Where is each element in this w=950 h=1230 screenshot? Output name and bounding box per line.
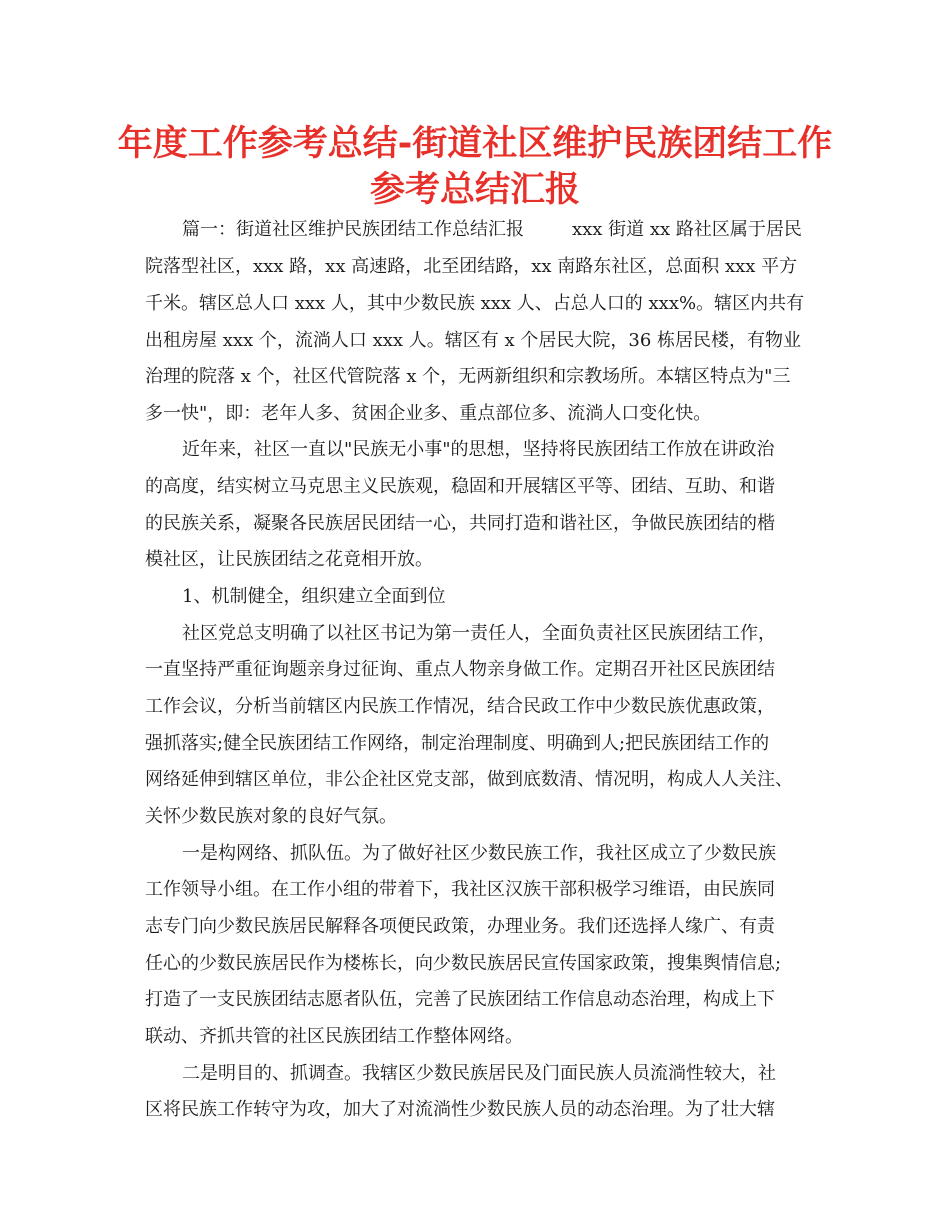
paragraph-6-line-1: 二是明目的、抓调查。我辖区少数民族居民及门面民族人员流淌性较大，社 [182, 1063, 776, 1084]
paragraph-2-line-3: 的民族关系，凝聚各民族居民团结一心，共同打造和谐社区，争做民族团结的楷 [145, 513, 775, 534]
document-title-line-1: 年度工作参考总结-街道社区维护民族团结工作 [117, 124, 833, 164]
paragraph-6-line-2: 区将民族工作转守为攻，加大了对流淌性少数民族人员的动态治理。为了壮大辖 [145, 1099, 775, 1120]
paragraph-1-line-5: 治理的院落 x 个，社区代管院落 x 个，无两新组织和宗教场所。本辖区特点为"三 [145, 366, 791, 387]
paragraph-5-line-2: 工作领导小组。在工作小组的带着下，我社区汉族干部积极学习维语，由民族同 [145, 879, 775, 900]
paragraph-2-line-1: 近年来，社区一直以"民族无小事"的思想，坚持将民族团结工作放在讲政治 [182, 439, 775, 460]
paragraph-1-line-3: 千米。辖区总人口 xxx 人，其中少数民族 xxx 人、占总人口的 xxx%。辖区内共有 [145, 293, 805, 314]
paragraph-5-line-5: 打造了一支民族团结志愿者队伍，完善了民族团结工作信息动态治理，构成上下 [145, 989, 775, 1010]
paragraph-1-line-2: 院落型社区，xxx 路，xx 高速路，北至团结路，xx 南路东社区，总面积 xxx 平方 [145, 256, 798, 277]
section-heading: 篇一：街道社区维护民族团结工作总结汇报 [182, 219, 524, 240]
paragraph-5-line-1: 一是构网络、抓队伍。为了做好社区少数民族工作，我社区成立了少数民族 [182, 843, 776, 864]
paragraph-2-line-4: 模社区，让民族团结之花竟相开放。 [145, 549, 433, 570]
paragraph-4-line-1: 社区党总支明确了以社区书记为第一责任人，全面负责社区民族团结工作， [182, 623, 776, 644]
paragraph-1-line-1 [182, 219, 802, 241]
paragraph-1-line-1-text: xxx 街道 xx 路社区属于居民 [572, 219, 802, 240]
paragraph-4-line-3: 工作会议，分析当前辖区内民族工作情况，结合民政工作中少数民族优惠政策， [145, 696, 775, 717]
subheading-1: 1、机制健全，组织建立全面到位 [182, 586, 446, 607]
paragraph-4-line-6: 关怀少数民族对象的良好气氛。 [145, 806, 397, 827]
paragraph-1-line-4: 出租房屋 xxx 个，流淌人口 xxx 人。辖区有 x 个居民大院，36 栋居民楼，有物业 [145, 330, 802, 351]
paragraph-4-line-5: 网络延伸到辖区单位，非公企社区党支部，做到底数清、情况明，构成人人关注、 [145, 769, 793, 790]
paragraph-1-line-6: 多一快"，即：老年人多、贫困企业多、重点部位多、流淌人口变化快。 [145, 403, 712, 424]
paragraph-5-line-6: 联动、齐抓共管的社区民族团结工作整体网络。 [145, 1026, 523, 1047]
paragraph-4-line-2: 一直坚持严重征询题亲身过征询、重点人物亲身做工作。定期召开社区民族团结 [145, 659, 775, 680]
paragraph-2-line-2: 的高度，结实树立马克思主义民族观，稳固和开展辖区平等、团结、互助、和谐 [145, 476, 775, 497]
paragraph-5-line-4: 任心的少数民族居民作为楼栋长，向少数民族居民宣传国家政策，搜集舆情信息; [145, 953, 782, 974]
paragraph-5-line-3: 志专门向少数民族居民解释各项便民政策，办理业务。我们还选择人缘广、有责 [145, 916, 775, 937]
document-title-line-2: 参考总结汇报 [369, 170, 580, 210]
paragraph-4-line-4: 强抓落实;健全民族团结工作网络，制定治理制度、明确到人;把民族团结工作的 [145, 733, 770, 754]
